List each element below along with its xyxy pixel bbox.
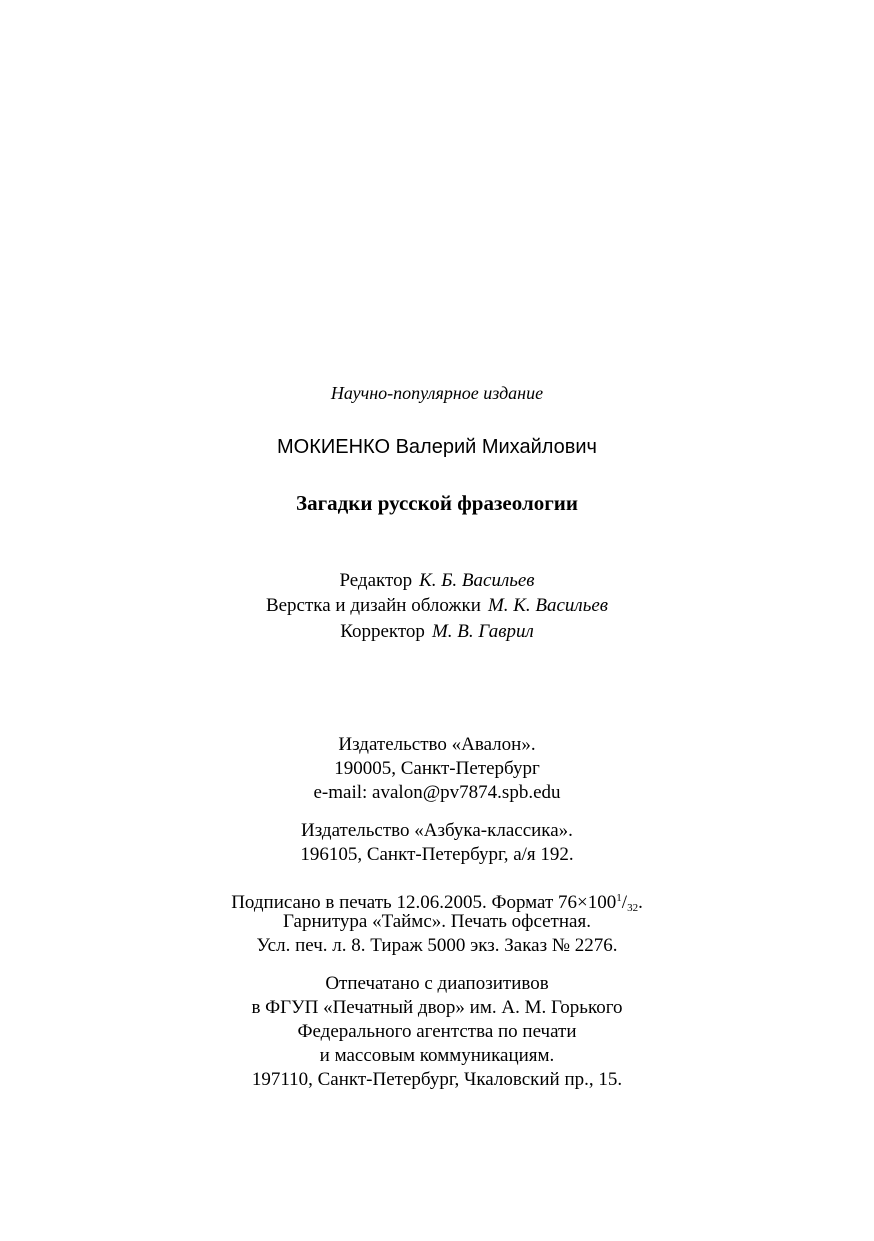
format-denominator: 32 (627, 902, 639, 914)
printer-line: Федерального агентства по печати (297, 1021, 577, 1042)
book-title: Загадки русской фразеологии (296, 491, 578, 515)
imprint-typeface: Гарнитура «Таймс». Печать офсетная. (283, 911, 591, 932)
author-name: МОКИЕНКО Валерий Михайлович (277, 436, 597, 458)
printer-line: Отпечатано с диапозитивов (325, 973, 549, 994)
printer-line: в ФГУП «Печатный двор» им. А. М. Горького (251, 997, 623, 1018)
credit-editor (0, 569, 874, 593)
credit-layout-design (0, 594, 874, 618)
credit-person: М. К. Васильев (487, 595, 609, 616)
credit-person: М. В. Гаврил (431, 621, 534, 642)
credit-person: К. Б. Васильев (419, 570, 535, 591)
printer-address: 197110, Санкт-Петербург, Чкаловский пр., 15. (251, 1069, 623, 1090)
imprint-run: Усл. печ. л. 8. Тираж 5000 экз. Заказ № 2276. (256, 935, 618, 956)
publisher-name: Издательство «Авалон». (338, 734, 536, 755)
format-numerator: 1 (616, 892, 622, 904)
format-end: . (638, 892, 643, 913)
imprint-signed-text: Подписано в печать 12.06.2005. Формат 76×100 (231, 892, 617, 913)
publisher-address: 196105, Санкт-Петербург, а/я 192. (300, 844, 574, 865)
credit-role: Редактор (339, 570, 413, 591)
publisher-name: Издательство «Азбука-классика». (301, 820, 573, 841)
printer-line: и массовым коммуникациям. (319, 1045, 555, 1066)
publisher-address: 190005, Санкт-Петербург (334, 758, 540, 779)
credit-role: Корректор (340, 621, 425, 642)
series-label: Научно-популярное издание (330, 383, 544, 403)
publisher-email: e-mail: avalon@pv7874.spb.edu (313, 782, 561, 803)
credit-role: Верстка и дизайн обложки (265, 595, 481, 616)
credit-proofreader (0, 620, 874, 644)
format-slash: / (621, 892, 628, 913)
